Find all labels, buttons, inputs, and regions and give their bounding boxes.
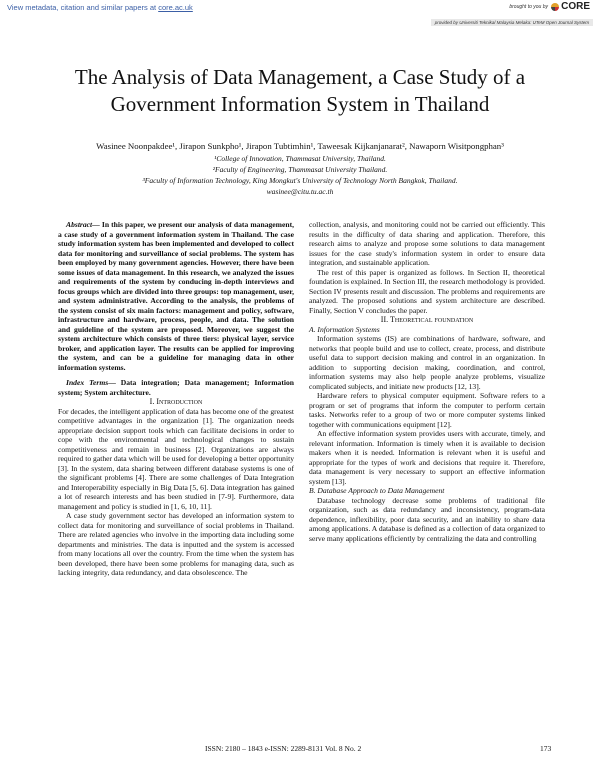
core-link-domain[interactable]: core.ac.uk — [158, 3, 193, 12]
authors: Wasinee Noonpakdee¹, Jirapon Sunkpho¹, Jirapon Tubtimhin¹, Taweesak Kijkanjanarat², Nawaporn Wisitpongphan³ — [96, 141, 504, 151]
abstract-label: Abstract — [66, 220, 93, 229]
core-link-text: View metadata, citation and similar papers at — [7, 3, 159, 12]
affiliation-1: ¹College of Innovation, Thammasat University, Thailand. — [214, 154, 386, 163]
abstract-text: — In this paper, we present our analysis of data management, a case study of a government information system in Thailand. The case study information system has been implemented and developed to collect data for monitoring and surveillance of social problems. The system has been employed by many government agencies. However, there have been some issues of data management. In this research, we analyzed the issues and requirements of the system by conducing in-depth interviews and focus groups which are divided into three groups: top management, user, and system administrative. According to the analysis, the problems of the system consist of six main factors: management and policy, software, infrastructure and hardware, process, people, and data. The solution and guideline of the system are proposed. Moreover, we suggest the system architecture which consists of three tiers: physical layer, service broker, and application layer. The results can be applied for improving the system, and can be a guideline for managing data in other information systems. — [58, 220, 294, 372]
right-paragraph-1: collection, analysis, and monitoring could not be carried out efficiently. This results in the difficulty of data sharing and application. Therefore, this research aims to analyze and propose some solutions to data management issues for the case study's information system in order to ensure data integration, and sustainable application. — [309, 220, 545, 267]
info-systems-paragraph-3: An effective information system provides users with accurate, timely, and relevant information. Information is timely when it is available to decision makers when it is needed. Information is relevant when it is useful and appropriate for the types of work and decisions that require it. Therefore, data management is very necessary to support an effective information system [13]. — [309, 429, 545, 486]
core-metadata-link[interactable] — [7, 3, 193, 12]
provided-by-text: provided by Universiti Teknikal Malaysia Melaka: UTeM Open Journal System — [431, 19, 593, 26]
index-terms-label: Index Terms — [66, 378, 109, 387]
core-logo-icon — [551, 3, 559, 11]
intro-paragraph-1: For decades, the intelligent application of data has become one of the greatest competitive advantages in the organization [1]. The organization needs appropriate decision support tools which can facilitate decisions in order to cope with the environmental and technological changes to sustain competitiveness and remain in business [2]. Organizations are always required to gather data which will be used for developing a better opportunity [3]. In the system, data sharing between different database systems is one of the significant problems [4]. There are some challenges of Data Integration and Interoperability especially in Big Data [5, 6]. Data integration has gained a lot of research interests and has been studied in [7-9]. Furthermore, data management and policy is studied in [1, 6, 10, 11]. — [58, 406, 294, 511]
page-number: 173 — [540, 744, 552, 753]
intro-paragraph-2: A case study government sector has developed an information system to collect data for monitoring and surveillance of social problems in Thailand. There are related agencies who involve in the importing data including some departments and ministries. The data is inputted and the system is accessed from many locations all over the country. From the time when the system has been developed, there have been some problems for managing data, such as lacking integrity, data redundancy, and data obsolescence. The — [58, 511, 294, 577]
section-heading-introduction: I. Introduction — [149, 397, 203, 406]
affiliation-3: ³Faculty of Information Technology, King Mongkut's University of Technology North Bangkok, Thailand. — [142, 176, 458, 185]
email: wasinee@citu.tu.ac.th — [266, 187, 334, 196]
core-banner — [0, 0, 600, 32]
paper-title — [30, 64, 570, 118]
left-column — [58, 220, 294, 578]
right-column — [309, 220, 545, 543]
database-paragraph-1: Database technology decrease some problems of traditional file organization, such as data redundancy and inconsistency, program-data dependence, inflexibility, poor data security, and an inability to share data among applications. A database is defined as a collection of data organized to serve many applications efficiently by centralizing the data and controlling — [309, 495, 545, 543]
info-systems-paragraph-1: Information systems (IS) are combinations of hardware, software, and networks that people build and use to collect, create, process, and distribute useful data to support decision making and control in an organization. In addition to supporting decision making, coordination, and control, information systems may also help people analyze problems, visualize complicated subjects, and initiate new products [12, 13]. — [309, 334, 545, 391]
info-systems-paragraph-2: Hardware refers to physical computer equipment. Software refers to a program or set of programs that inform the computer to perform certain tasks. Networks refer to a group of two or more computer systems linked together with communications equipment [12]. — [309, 391, 545, 429]
subsection-heading-database-approach: B. Database Approach to Data Management — [309, 486, 445, 495]
core-logo[interactable] — [551, 1, 590, 12]
issn-line: ISSN: 2180 – 1843 e-ISSN: 2289-8131 Vol. 8 No. 2 — [205, 744, 362, 753]
section-heading-theoretical-foundation: II. Theoretical foundation — [380, 315, 474, 324]
subsection-heading-information-systems: A. Information Systems — [309, 324, 380, 334]
title-line-2: Government Information System in Thailand — [110, 92, 490, 116]
right-paragraph-2: The rest of this paper is organized as follows. In Section II, theoretical foundation is explained. In Section III, the research methodology is provided. Section IV presents result and discussion. The problems and requirements are analyzed. The proposed solutions and system architecture are described. Finally, Section V concludes the paper. — [309, 267, 545, 315]
affiliation-2: ²Faculty of Engineering, Thammasat University Thailand. — [212, 165, 388, 174]
brought-to-you-text: brought to you by — [509, 4, 548, 10]
abstract — [58, 220, 294, 372]
index-terms — [58, 378, 294, 397]
index-terms-text: — Data integration; Data management; Information system; System architecture. — [58, 378, 294, 397]
title-line-1: The Analysis of Data Management, a Case Study of a — [74, 65, 526, 89]
core-logo-text: CORE — [561, 1, 590, 12]
